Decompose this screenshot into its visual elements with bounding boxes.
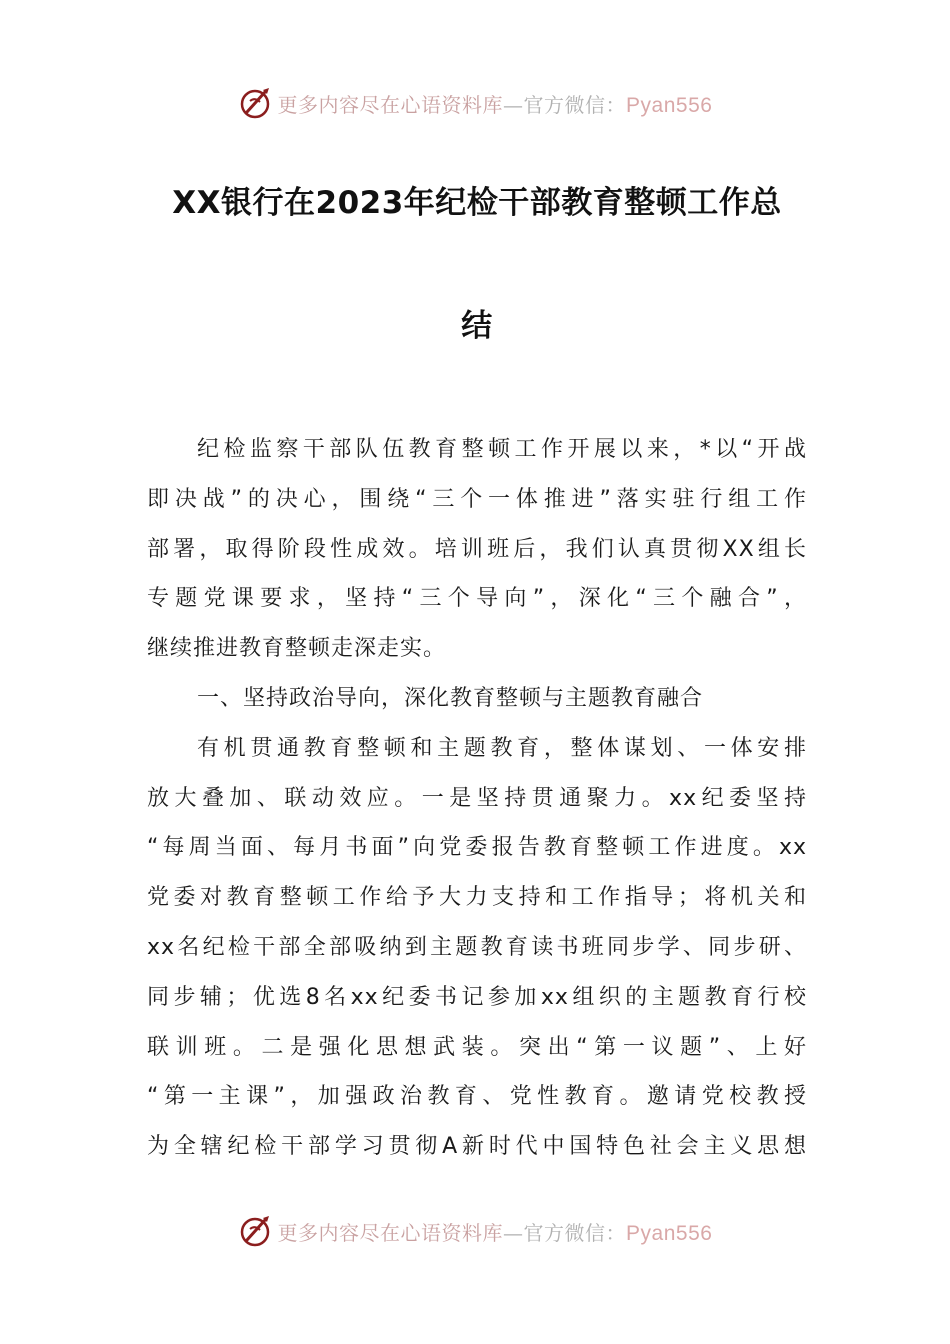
body-line: 继续推进教育整顿走深走实。 xyxy=(147,636,447,662)
body-line: 联训班。二是强化思想武装。突出“第一议题”、上好 xyxy=(147,1034,807,1060)
body-line: 专题党课要求，坚持“三个导向”，深化“三个融合”， xyxy=(147,586,807,612)
body-line: xx名纪检干部全部吸纳到主题教育读书班同步学、同步研、 xyxy=(147,934,807,960)
body-line: 纪检监察干部队伍教育整顿工作开展以来，*以“开战 xyxy=(197,437,807,462)
watermark-text: 更多内容尽在心语资料库—官方微信：Pyan556 xyxy=(277,1220,713,1245)
body-line: 有机贯通教育整顿和主题教育，整体谋划、一体安排 xyxy=(197,735,807,761)
body-line: 部署，取得阶段性成效。培训班后，我们认真贯彻XX组长 xyxy=(147,536,807,562)
pen-logo-icon xyxy=(238,1213,274,1249)
body-line: 即决战”的决心，围绕“三个一体推进”落实驻行组工作 xyxy=(147,486,807,512)
body-line: 同步辅；优选8名xx纪委书记参加xx组织的主题教育行校 xyxy=(147,984,807,1010)
body-line: “第一主课”，加强政治教育、党性教育。邀请党校教授 xyxy=(147,1084,807,1110)
document-body xyxy=(147,425,807,1172)
document-title-line-1: XX银行在2023年纪检干部教育整顿工作总 xyxy=(172,185,782,221)
watermark-text: 更多内容尽在心语资料库—官方微信：Pyan556 xyxy=(277,92,713,117)
watermark-banner-top xyxy=(0,83,950,123)
watermark-banner-bottom xyxy=(0,1211,950,1251)
document-title-line-2: 结 xyxy=(461,308,493,344)
body-line: 为全辖纪检干部学习贯彻A新时代中国特色社会主义思想 xyxy=(147,1134,807,1160)
pen-logo-icon xyxy=(238,85,274,121)
body-line: 放大叠加、联动效应。一是坚持贯通聚力。xx纪委坚持 xyxy=(147,785,807,811)
body-line: 党委对教育整顿工作给予大力支持和工作指导；将机关和 xyxy=(147,885,807,911)
body-line: “每周当面、每月书面”向党委报告教育整顿工作进度。xx xyxy=(147,835,807,861)
section-heading: 一、坚持政治导向，深化教育整顿与主题教育融合 xyxy=(197,685,704,711)
